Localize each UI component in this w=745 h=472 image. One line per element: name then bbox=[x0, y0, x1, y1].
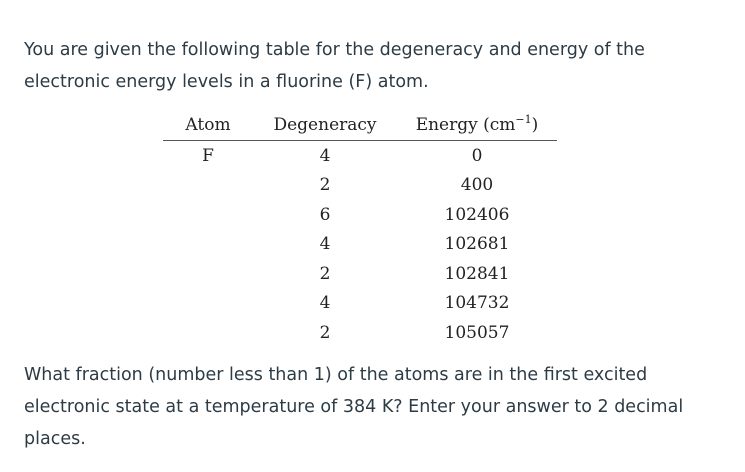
prompt-line-2: electronic state at a temperature of 384 K? Enter your answer to 2 decimal bbox=[24, 397, 684, 417]
cell-atom: F bbox=[202, 145, 214, 166]
cell-atom bbox=[163, 289, 253, 319]
cell-degeneracy: 2 bbox=[319, 263, 331, 284]
cell-degeneracy: 4 bbox=[319, 293, 331, 314]
cell-energy: 102841 bbox=[444, 263, 510, 284]
cell-energy: 102406 bbox=[444, 204, 510, 225]
prompt-line-3: places. bbox=[24, 429, 86, 449]
header-energy-exponent: −1 bbox=[515, 113, 532, 126]
cell-energy: 400 bbox=[460, 175, 494, 196]
cell-degeneracy: 6 bbox=[319, 204, 331, 225]
intro-line-2: electronic energy levels in a fluorine (F) atom. bbox=[24, 72, 429, 92]
header-energy-suffix: ) bbox=[531, 115, 539, 135]
table-row bbox=[163, 200, 557, 230]
cell-degeneracy: 2 bbox=[319, 322, 331, 343]
cell-energy: 102681 bbox=[444, 234, 510, 255]
intro-paragraph bbox=[24, 34, 645, 98]
intro-line-1: You are given the following table for the degeneracy and energy of the bbox=[24, 40, 645, 60]
cell-degeneracy: 2 bbox=[319, 175, 331, 196]
cell-degeneracy: 4 bbox=[319, 145, 331, 166]
table-header-row bbox=[163, 110, 557, 141]
prompt-line-1: What fraction (number less than 1) of the atoms are in the first excited bbox=[24, 365, 648, 385]
cell-energy: 104732 bbox=[444, 293, 510, 314]
cell-atom bbox=[163, 200, 253, 230]
table-row bbox=[163, 289, 557, 319]
cell-energy: 105057 bbox=[444, 322, 510, 343]
table-row bbox=[163, 230, 557, 260]
header-energy-prefix: Energy (cm bbox=[415, 115, 516, 135]
table-row bbox=[163, 259, 557, 289]
energy-level-table bbox=[163, 110, 557, 348]
table-row bbox=[163, 318, 557, 348]
header-atom: Atom bbox=[163, 110, 253, 141]
table-row bbox=[163, 171, 557, 201]
header-degeneracy: Degeneracy bbox=[253, 110, 397, 141]
cell-atom bbox=[163, 230, 253, 260]
header-energy bbox=[397, 110, 557, 141]
question-prompt bbox=[24, 359, 683, 455]
cell-atom bbox=[163, 171, 253, 201]
cell-atom bbox=[163, 259, 253, 289]
cell-degeneracy: 4 bbox=[319, 234, 331, 255]
cell-energy: 0 bbox=[471, 145, 483, 166]
table-row bbox=[163, 141, 557, 171]
cell-atom bbox=[163, 318, 253, 348]
